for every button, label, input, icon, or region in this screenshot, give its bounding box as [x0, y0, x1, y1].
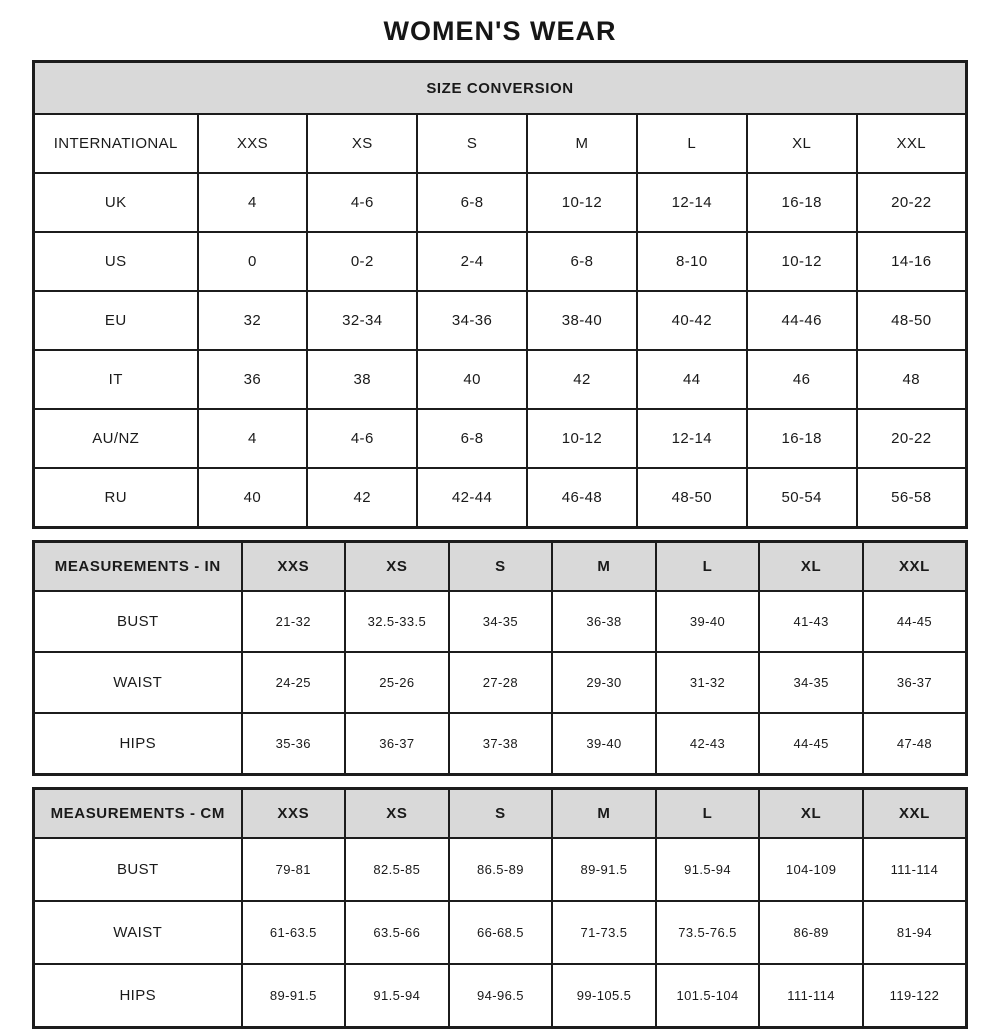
row-label: RU [34, 468, 198, 528]
size-cell: 46 [747, 350, 857, 409]
measurement-cell: 21-32 [242, 591, 346, 652]
measurement-cell: 36-37 [345, 713, 449, 775]
measurement-cell: 89-91.5 [552, 838, 656, 901]
size-cell: 48-50 [637, 468, 747, 528]
size-cell: 20-22 [857, 409, 967, 468]
measurement-cell: 44-45 [863, 591, 967, 652]
measurement-cell: 42-43 [656, 713, 760, 775]
measurement-cell: 39-40 [552, 713, 656, 775]
size-cell: 42 [527, 350, 637, 409]
size-cell: 40 [198, 468, 308, 528]
size-cell: 6-8 [527, 232, 637, 291]
size-conversion-table [32, 60, 968, 529]
measurement-cell: 27-28 [449, 652, 553, 713]
row-label: HIPS [34, 713, 242, 775]
measurements-in-header: MEASUREMENTS - IN [34, 542, 242, 592]
column-header: XXS [198, 114, 308, 173]
size-cell: 46-48 [527, 468, 637, 528]
size-cell: 4-6 [307, 173, 417, 232]
row-label: WAIST [34, 901, 242, 964]
row-label: EU [34, 291, 198, 350]
size-cell: 20-22 [857, 173, 967, 232]
measurement-cell: 104-109 [759, 838, 863, 901]
measurement-cell: 47-48 [863, 713, 967, 775]
column-header: S [449, 542, 553, 592]
size-cell: 32 [198, 291, 308, 350]
row-label: WAIST [34, 652, 242, 713]
measurement-cell: 91.5-94 [345, 964, 449, 1028]
table-row [34, 964, 967, 1028]
measurement-cell: 34-35 [759, 652, 863, 713]
size-cell: 42-44 [417, 468, 527, 528]
measurement-cell: 86.5-89 [449, 838, 553, 901]
column-header: M [527, 114, 637, 173]
column-header: XS [307, 114, 417, 173]
column-header: L [637, 114, 747, 173]
size-cell: 44-46 [747, 291, 857, 350]
measurement-cell: 66-68.5 [449, 901, 553, 964]
measurement-cell: 36-37 [863, 652, 967, 713]
size-cell: 48 [857, 350, 967, 409]
size-cell: 0 [198, 232, 308, 291]
table-row [34, 173, 967, 232]
header-row [34, 789, 967, 839]
size-cell: 14-16 [857, 232, 967, 291]
measurement-cell: 61-63.5 [242, 901, 346, 964]
measurement-cell: 44-45 [759, 713, 863, 775]
measurement-cell: 89-91.5 [242, 964, 346, 1028]
measurement-cell: 91.5-94 [656, 838, 760, 901]
measurement-cell: 31-32 [656, 652, 760, 713]
measurement-cell: 32.5-33.5 [345, 591, 449, 652]
size-cell: 12-14 [637, 409, 747, 468]
size-cell: 8-10 [637, 232, 747, 291]
measurement-cell: 29-30 [552, 652, 656, 713]
row-label: HIPS [34, 964, 242, 1028]
table-row [34, 713, 967, 775]
column-header: XS [345, 542, 449, 592]
column-header: M [552, 789, 656, 839]
header-row [34, 62, 967, 115]
measurement-cell: 39-40 [656, 591, 760, 652]
page-title: WOMEN'S WEAR [383, 16, 617, 46]
size-cell: 10-12 [527, 173, 637, 232]
measurements-cm-table [32, 787, 968, 1029]
size-cell: 48-50 [857, 291, 967, 350]
size-cell: 6-8 [417, 173, 527, 232]
size-cell: 40-42 [637, 291, 747, 350]
size-cell: 6-8 [417, 409, 527, 468]
size-cell: 50-54 [747, 468, 857, 528]
measurement-cell: 119-122 [863, 964, 967, 1028]
measurement-cell: 94-96.5 [449, 964, 553, 1028]
size-cell: 4 [198, 409, 308, 468]
measurements-in-table [32, 540, 968, 776]
size-conversion-header: SIZE CONVERSION [34, 62, 967, 115]
size-cell: 38 [307, 350, 417, 409]
measurement-cell: 36-38 [552, 591, 656, 652]
column-header: XXL [863, 542, 967, 592]
size-cell: 34-36 [417, 291, 527, 350]
measurement-cell: 82.5-85 [345, 838, 449, 901]
measurement-cell: 34-35 [449, 591, 553, 652]
column-header: XXL [857, 114, 967, 173]
measurement-cell: 99-105.5 [552, 964, 656, 1028]
measurement-cell: 79-81 [242, 838, 346, 901]
column-header: XXS [242, 789, 346, 839]
size-cell: 4 [198, 173, 308, 232]
size-cell: 44 [637, 350, 747, 409]
measurement-cell: 101.5-104 [656, 964, 760, 1028]
measurement-cell: 71-73.5 [552, 901, 656, 964]
column-header: XXL [863, 789, 967, 839]
table-row [34, 232, 967, 291]
row-label: INTERNATIONAL [34, 114, 198, 173]
size-cell: 10-12 [527, 409, 637, 468]
measurement-cell: 25-26 [345, 652, 449, 713]
column-header: L [656, 789, 760, 839]
column-header: S [449, 789, 553, 839]
size-cell: 38-40 [527, 291, 637, 350]
column-header-row [34, 114, 967, 173]
table-row [34, 468, 967, 528]
size-cell: 4-6 [307, 409, 417, 468]
size-cell: 32-34 [307, 291, 417, 350]
row-label: UK [34, 173, 198, 232]
size-cell: 2-4 [417, 232, 527, 291]
measurement-cell: 86-89 [759, 901, 863, 964]
row-label: BUST [34, 591, 242, 652]
table-row [34, 291, 967, 350]
column-header: S [417, 114, 527, 173]
column-header: XL [759, 789, 863, 839]
size-cell: 16-18 [747, 409, 857, 468]
measurements-cm-header: MEASUREMENTS - CM [34, 789, 242, 839]
measurement-cell: 111-114 [759, 964, 863, 1028]
row-label: BUST [34, 838, 242, 901]
column-header: L [656, 542, 760, 592]
row-label: US [34, 232, 198, 291]
size-cell: 56-58 [857, 468, 967, 528]
table-row [34, 652, 967, 713]
size-cell: 40 [417, 350, 527, 409]
column-header: M [552, 542, 656, 592]
table-row [34, 838, 967, 901]
size-cell: 12-14 [637, 173, 747, 232]
measurement-cell: 41-43 [759, 591, 863, 652]
size-cell: 42 [307, 468, 417, 528]
measurement-cell: 63.5-66 [345, 901, 449, 964]
measurement-cell: 73.5-76.5 [656, 901, 760, 964]
row-label: IT [34, 350, 198, 409]
table-row [34, 350, 967, 409]
column-header: XL [759, 542, 863, 592]
table-row [34, 591, 967, 652]
header-row [34, 542, 967, 592]
measurement-cell: 81-94 [863, 901, 967, 964]
size-cell: 16-18 [747, 173, 857, 232]
table-row [34, 901, 967, 964]
column-header: XS [345, 789, 449, 839]
size-cell: 36 [198, 350, 308, 409]
measurement-cell: 35-36 [242, 713, 346, 775]
measurement-cell: 24-25 [242, 652, 346, 713]
row-label: AU/NZ [34, 409, 198, 468]
measurement-cell: 37-38 [449, 713, 553, 775]
column-header: XXS [242, 542, 346, 592]
size-cell: 10-12 [747, 232, 857, 291]
size-cell: 0-2 [307, 232, 417, 291]
measurement-cell: 111-114 [863, 838, 967, 901]
table-row [34, 409, 967, 468]
column-header: XL [747, 114, 857, 173]
